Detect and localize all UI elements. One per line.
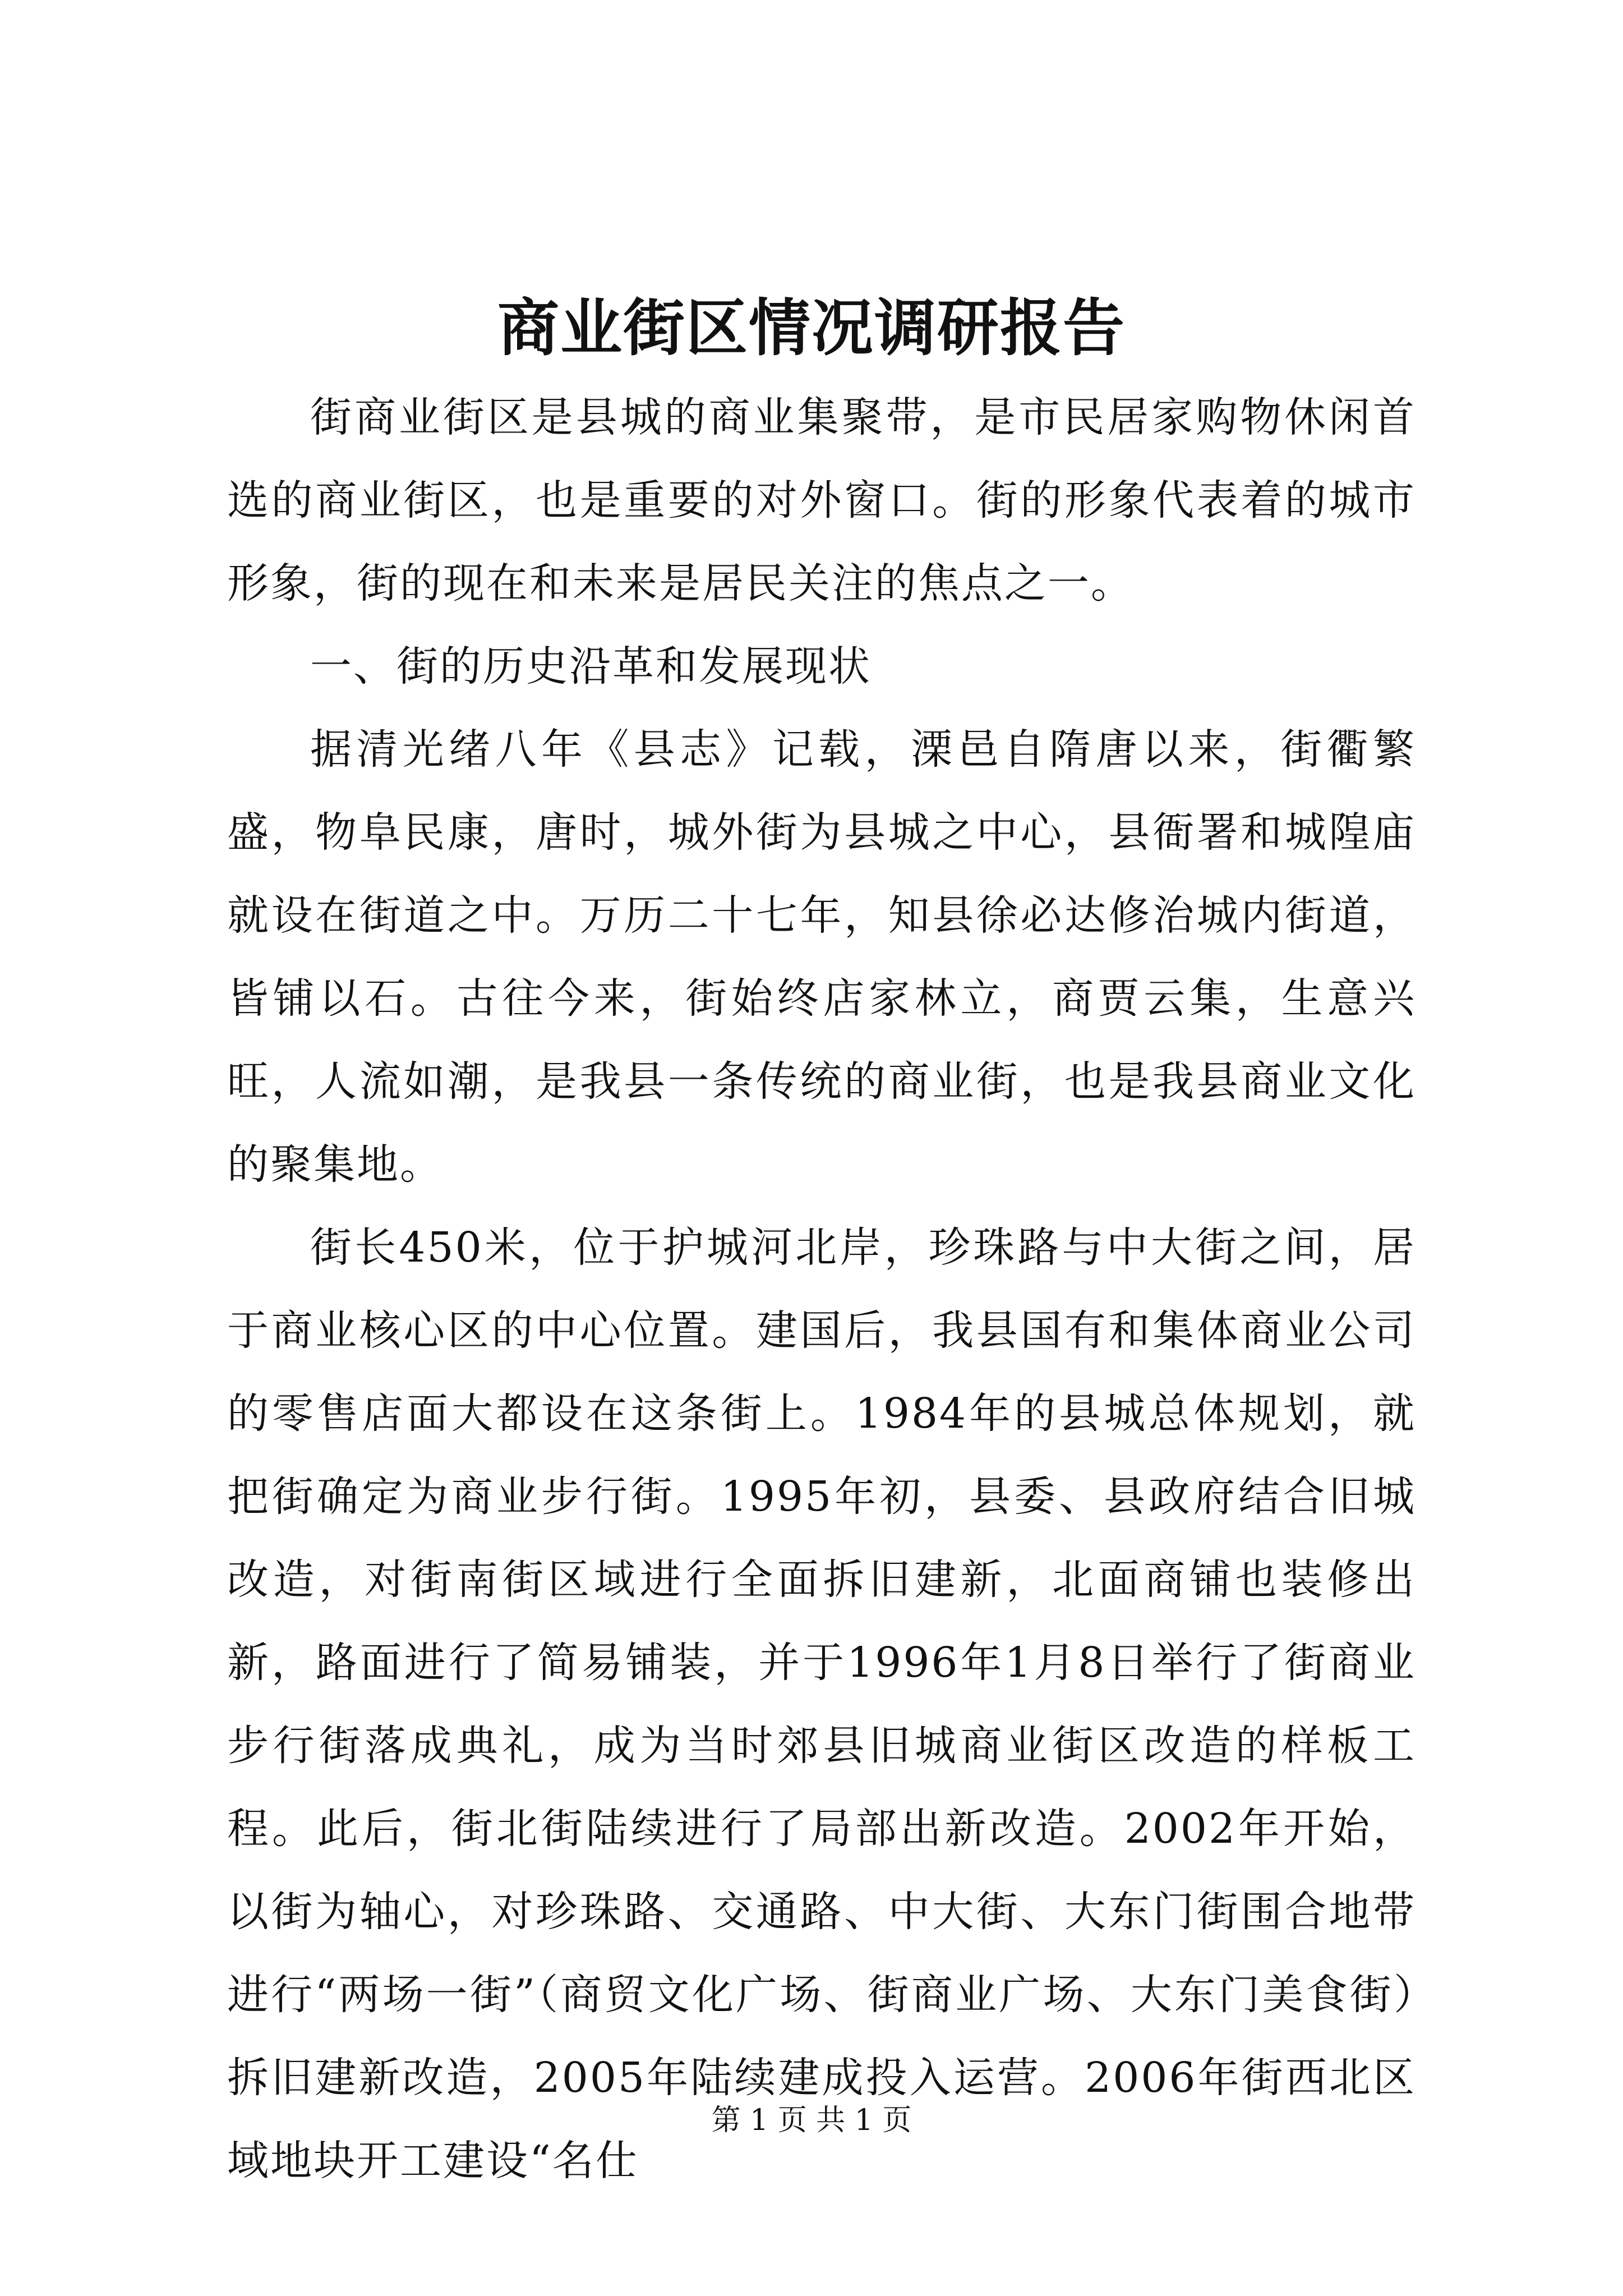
paragraph-history: 据清光绪八年《县志》记载，溧邑自隋唐以来，街衢繁盛，物阜民康，唐时，城外街为县城之中心，县衙署和城隍庙就设在街道之中。万历二十七年，知县徐必达修治城内街道，皆铺以石。古往今来，街始终店家林立，商贾云集，生意兴旺，人流如潮，是我县一条传统的商业街，也是我县商业文化的聚集地。: [227, 725, 1416, 1189]
paragraph-current-status: 街长450米，位于护城河北岸，珍珠路与中大街之间，居于商业核心区的中心位置。建国后，我县国有和集体商业公司的零售店面大都设在这条街上。1984年的县城总体规划，就把街确定为商业步行街。1995年初，县委、县政府结合旧城改造，对街南街区域进行全面拆旧建新，北面商铺也装修出新，路面进行了简易铺装，并于1996年1月8日举行了街商业步行街落成典礼，成为当时郊县旧城商业街区改造的样板工程。此后，街北街陆续进行了局部出新改造。2002年开始，以街为轴心，对珍珠路、交通路、中大街、大东门街围合地带进行“两场一街”（商贸文化广场、街商业广场、大东门美食街）拆旧建新改造，2005年陆续建成投入运营。2006年街西北区域地块开工建设“名仕: [227, 1223, 1416, 2185]
page-title: 商业街区情况调研报告: [497, 292, 1126, 364]
section-heading-history: 一、街的历史沿革和发展现状: [310, 642, 872, 691]
page-footer: 第 1 页 共 1 页: [711, 2104, 912, 2137]
paragraph-intro: 街商业街区是县城的商业集聚带，是市民居家购物休闲首选的商业街区，也是重要的对外窗口。街的形象代表着的城市形象，街的现在和未来是居民关注的焦点之一。: [227, 393, 1416, 608]
document-body: [227, 376, 1416, 2202]
